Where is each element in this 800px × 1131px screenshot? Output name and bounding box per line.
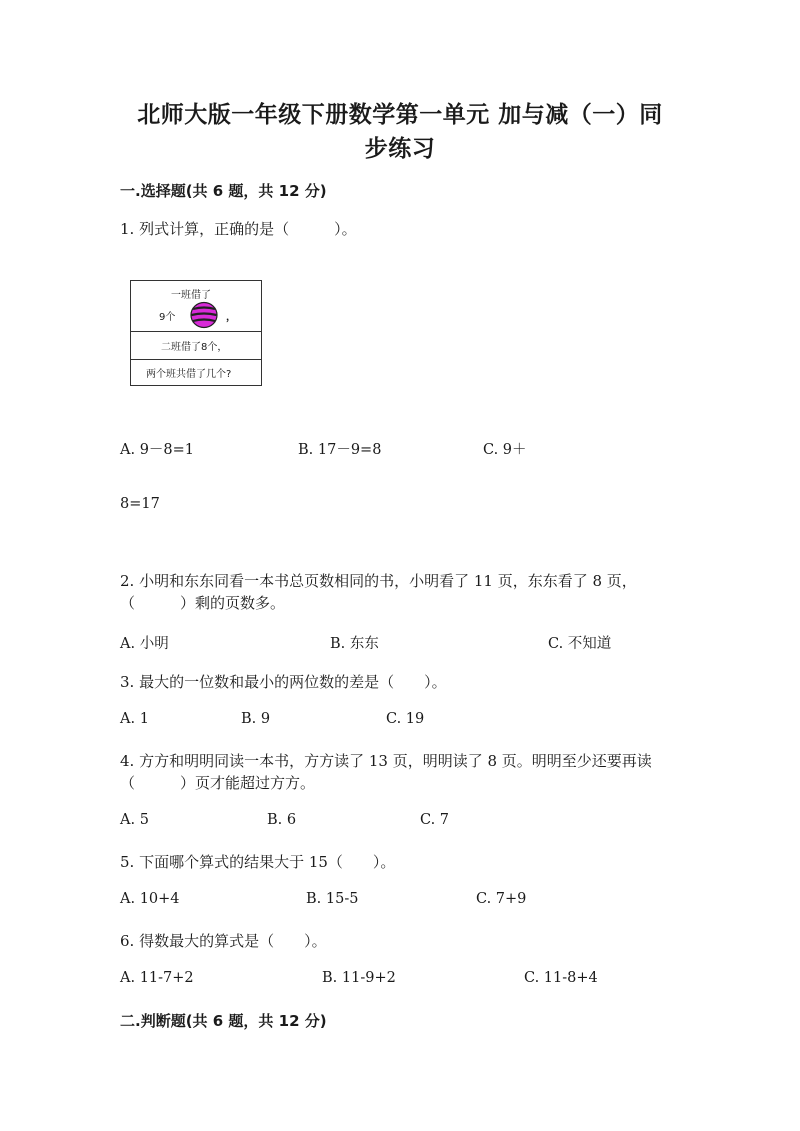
figure-row-1-comma: ， <box>226 312 236 323</box>
figure-row-1-count: 9个 <box>159 312 176 323</box>
title-line-2: 步练习 <box>364 136 436 162</box>
section-heading-choice: 一.选择题(共 6 题，共 12 分) <box>120 182 327 200</box>
question-2-line-2: （ ）剩的页数多。 <box>120 594 286 612</box>
q2-option-a: A. 小明 <box>120 636 169 652</box>
q4-option-a: A. 5 <box>120 812 149 828</box>
q2-option-c: C. 不知道 <box>548 636 612 652</box>
q6-option-c: C. 11-8+4 <box>524 970 598 986</box>
section-heading-judgement: 二.判断题(共 6 题，共 12 分) <box>120 1012 327 1030</box>
question-4-line-2: （ ）页才能超过方方。 <box>120 774 316 792</box>
q3-option-a: A. 1 <box>120 711 149 727</box>
figure-row-3-text: 两个班共借了几个? <box>146 369 232 380</box>
q5-option-c: C. 7+9 <box>476 891 527 907</box>
q4-option-b: B. 6 <box>267 812 297 828</box>
figure-row-2 <box>131 331 261 360</box>
q1-option-b: B. 17－9=8 <box>298 442 382 458</box>
question-3-stem: 3. 最大的一位数和最小的两位数的差是（ ）。 <box>120 673 447 691</box>
question-6-stem: 6. 得数最大的算式是（ ）。 <box>120 932 327 950</box>
figure-row-2-text: 二班借了8个， <box>161 342 228 353</box>
q6-option-a: A. 11-7+2 <box>120 970 194 986</box>
q2-option-b: B. 东东 <box>330 636 379 652</box>
q5-option-a: A. 10+4 <box>120 891 180 907</box>
question-4-stem <box>120 750 690 794</box>
q6-option-b: B. 11-9+2 <box>322 970 396 986</box>
figure-row-3 <box>131 359 261 385</box>
q5-option-b: B. 15-5 <box>306 891 359 907</box>
question-1-figure <box>130 280 262 386</box>
page-title <box>120 98 680 166</box>
q1-option-c-wrap: 8=17 <box>120 496 160 512</box>
ball-icon <box>189 301 219 329</box>
question-2-stem <box>120 570 690 614</box>
title-line-1: 北师大版一年级下册数学第一单元 加与减（一）同 <box>137 102 663 128</box>
question-2-line-1: 2. 小明和东东同看一本书总页数相同的书，小明看了 11 页，东东看了 8 页， <box>120 572 637 590</box>
figure-row-1 <box>131 281 261 332</box>
question-1-stem: 1. 列式计算，正确的是（ ）。 <box>120 220 357 238</box>
question-4-line-1: 4. 方方和明明同读一本书，方方读了 13 页，明明读了 8 页。明明至少还要再读 <box>120 752 652 770</box>
figure-row-1-text: 一班借了 <box>171 290 211 301</box>
q1-option-c: C. 9＋ <box>483 442 527 458</box>
q1-option-a: A. 9－8=1 <box>120 442 195 458</box>
question-5-stem: 5. 下面哪个算式的结果大于 15（ ）。 <box>120 853 396 871</box>
q3-option-b: B. 9 <box>241 711 271 727</box>
q4-option-c: C. 7 <box>420 812 450 828</box>
q3-option-c: C. 19 <box>386 711 425 727</box>
